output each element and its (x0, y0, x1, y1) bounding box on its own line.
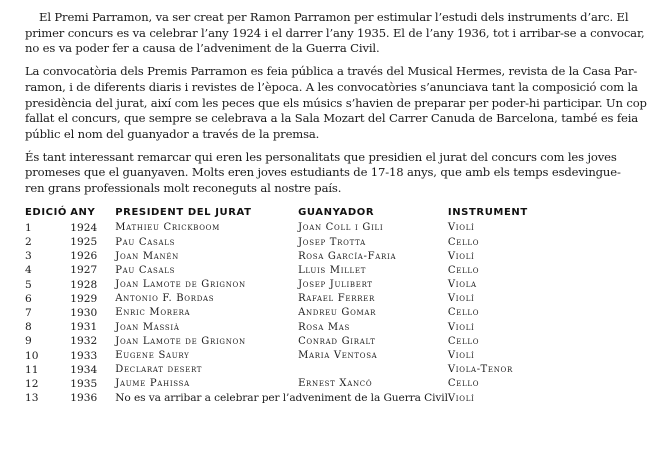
paragraph-line: ren grans professionals molt reconeguts al nostre país. (25, 181, 342, 196)
cell-guanyador: Josep Trotta (298, 236, 366, 248)
cell-president: Joan Lamote de Grignon (115, 279, 246, 291)
table-row (25, 334, 562, 348)
cell-any: 1925 (70, 236, 98, 249)
cell-any: 1924 (70, 221, 98, 234)
cell-guanyador (298, 363, 448, 377)
cell-president: Pau Casals (115, 236, 176, 248)
cell-any: 1935 (70, 377, 98, 390)
cell-instrument: Viola (447, 279, 477, 291)
cell-president: Jaume Pahissa (115, 378, 190, 390)
cell-edicio: 8 (25, 321, 32, 334)
table-header-row (25, 207, 562, 221)
prize-winners-table (25, 207, 562, 405)
cell-edicio: 13 (25, 392, 39, 405)
cell-instrument: Violí (447, 222, 475, 234)
table-row (25, 235, 562, 249)
cell-edicio: 6 (25, 292, 32, 305)
cell-president: Antonio F. Bordas (115, 293, 215, 305)
cell-edicio: 11 (25, 363, 39, 376)
cell-guanyador: Josep Julibert (298, 279, 373, 291)
cell-edicio: 3 (25, 250, 32, 263)
column-header-guanyador: GUANYADOR (298, 206, 375, 218)
column-header-instrument: INSTRUMENT (447, 206, 528, 218)
paragraph-line: La convocatòria dels Premis Parramon es feia pública a través del Musical Hermes, revista de la Casa Par- (25, 64, 638, 79)
paragraph-2 (25, 64, 647, 143)
table-body (25, 221, 562, 405)
cell-instrument: Cello (447, 307, 480, 319)
paragraph-line: fallat el concurs, que sempre se celebrava a la Sala Mozart del Carrer Canuda de Barcelona, també es feia (25, 111, 639, 126)
cell-instrument: Violí (447, 350, 475, 362)
paragraph-line: públic el nom del guanyador a través de la premsa. (25, 126, 320, 141)
cell-any: 1929 (70, 292, 98, 305)
cell-any: 1931 (70, 321, 98, 334)
cell-any: 1926 (70, 250, 98, 263)
cell-guanyador: Andreu Gomar (298, 307, 377, 319)
paragraph-line: ramon, i de diferents diaris i revistes de l’època. A les convocatòries s’anunciava tant la composició com la (25, 79, 638, 94)
paragraph-1 (25, 10, 645, 57)
table-row (25, 277, 562, 291)
table-row (25, 249, 562, 263)
cell-guanyador: Rosa Mas (298, 321, 351, 333)
cell-any: 1932 (70, 335, 98, 348)
cell-edicio: 2 (25, 236, 32, 249)
cell-president: Joan Massià (115, 321, 180, 333)
cell-guanyador: Lluis Millet (298, 264, 367, 276)
cell-instrument: Violí (447, 250, 475, 262)
cell-instrument: Cello (447, 378, 480, 390)
cell-any: 1927 (70, 264, 98, 277)
cell-instrument: Cello (447, 236, 480, 248)
cell-any: 1936 (70, 392, 98, 405)
cell-edicio: 7 (25, 306, 32, 319)
table-row (25, 221, 562, 235)
table-row (25, 306, 562, 320)
cell-president: Enric Morera (115, 307, 191, 319)
cell-guanyador: Rosa García-Faria (298, 250, 397, 262)
cell-president: Pau Casals (115, 264, 176, 276)
cell-instrument: Cello (447, 335, 480, 347)
cell-edicio: 5 (25, 278, 32, 291)
cell-edicio: 4 (25, 264, 32, 277)
cell-president: Mathieu Crickboom (115, 222, 220, 234)
column-header-president: PRESIDENT DEL JURAT (115, 206, 252, 218)
cell-instrument: Violí (447, 392, 475, 404)
cell-guanyador: Ernest Xancó (298, 378, 373, 390)
cell-any: 1933 (70, 349, 98, 362)
table-row (25, 377, 562, 391)
paragraph-line: El Premi Parramon, va ser creat per Ramon Parramon per estimular l’estudi dels instruments d’arc. El (39, 10, 629, 24)
cell-instrument: Viola-Tenor (447, 364, 513, 376)
cell-guanyador: Maria Ventosa (298, 350, 378, 362)
cell-president: Joan Lamote de Grignon (115, 335, 246, 347)
table-row (25, 263, 562, 277)
cell-guanyador: Rafael Ferrer (298, 293, 375, 305)
cell-instrument: Violí (447, 293, 475, 305)
cell-guanyador: Joan Coll i Gili (298, 222, 384, 234)
cell-note: No es va arribar a celebrar per l’adveniment de la Guerra Civil (115, 392, 448, 405)
cell-guanyador: Conrad Giralt (298, 335, 376, 347)
cell-edicio: 12 (25, 377, 39, 390)
paragraph-line: És tant interessant remarcar qui eren les personalitats que presidien el jurat del concurs com les joves (25, 149, 617, 164)
cell-president: Declarat desert (115, 364, 203, 376)
column-header-edicio: EDICIÓ (25, 206, 68, 218)
cell-any: 1930 (70, 306, 98, 319)
table-row (25, 363, 562, 377)
cell-edicio: 10 (25, 349, 39, 362)
table-row (25, 292, 562, 306)
cell-instrument: Violí (447, 321, 475, 333)
cell-president: Joan Manén (115, 250, 179, 262)
cell-edicio: 1 (25, 221, 32, 234)
paragraph-line: promeses que el guanyaven. Molts eren joves estudiants de 17-18 anys, que amb els temps esdevingue- (25, 165, 621, 180)
table-row (25, 391, 562, 405)
paragraph-line: no es va poder fer a causa de l’adveniment de la Guerra Civil. (25, 41, 380, 56)
cell-edicio: 9 (25, 335, 32, 348)
cell-any: 1934 (70, 363, 98, 376)
column-header-any: ANY (70, 206, 96, 218)
table-row (25, 348, 562, 362)
paragraph-line: presidència del jurat, així com les peces que els músics s’havien de preparar per poder-hi participar. Un cop (25, 95, 647, 110)
cell-president: Eugene Saury (115, 350, 190, 362)
cell-any: 1928 (70, 278, 98, 291)
paragraph-3 (25, 149, 621, 197)
cell-instrument: Cello (447, 264, 480, 276)
table-row (25, 320, 562, 334)
paragraph-line: primer concurs es va celebrar l’any 1924 i el darrer l’any 1935. El de l’any 1936, tot i arribar-se a convocar, (25, 25, 645, 40)
